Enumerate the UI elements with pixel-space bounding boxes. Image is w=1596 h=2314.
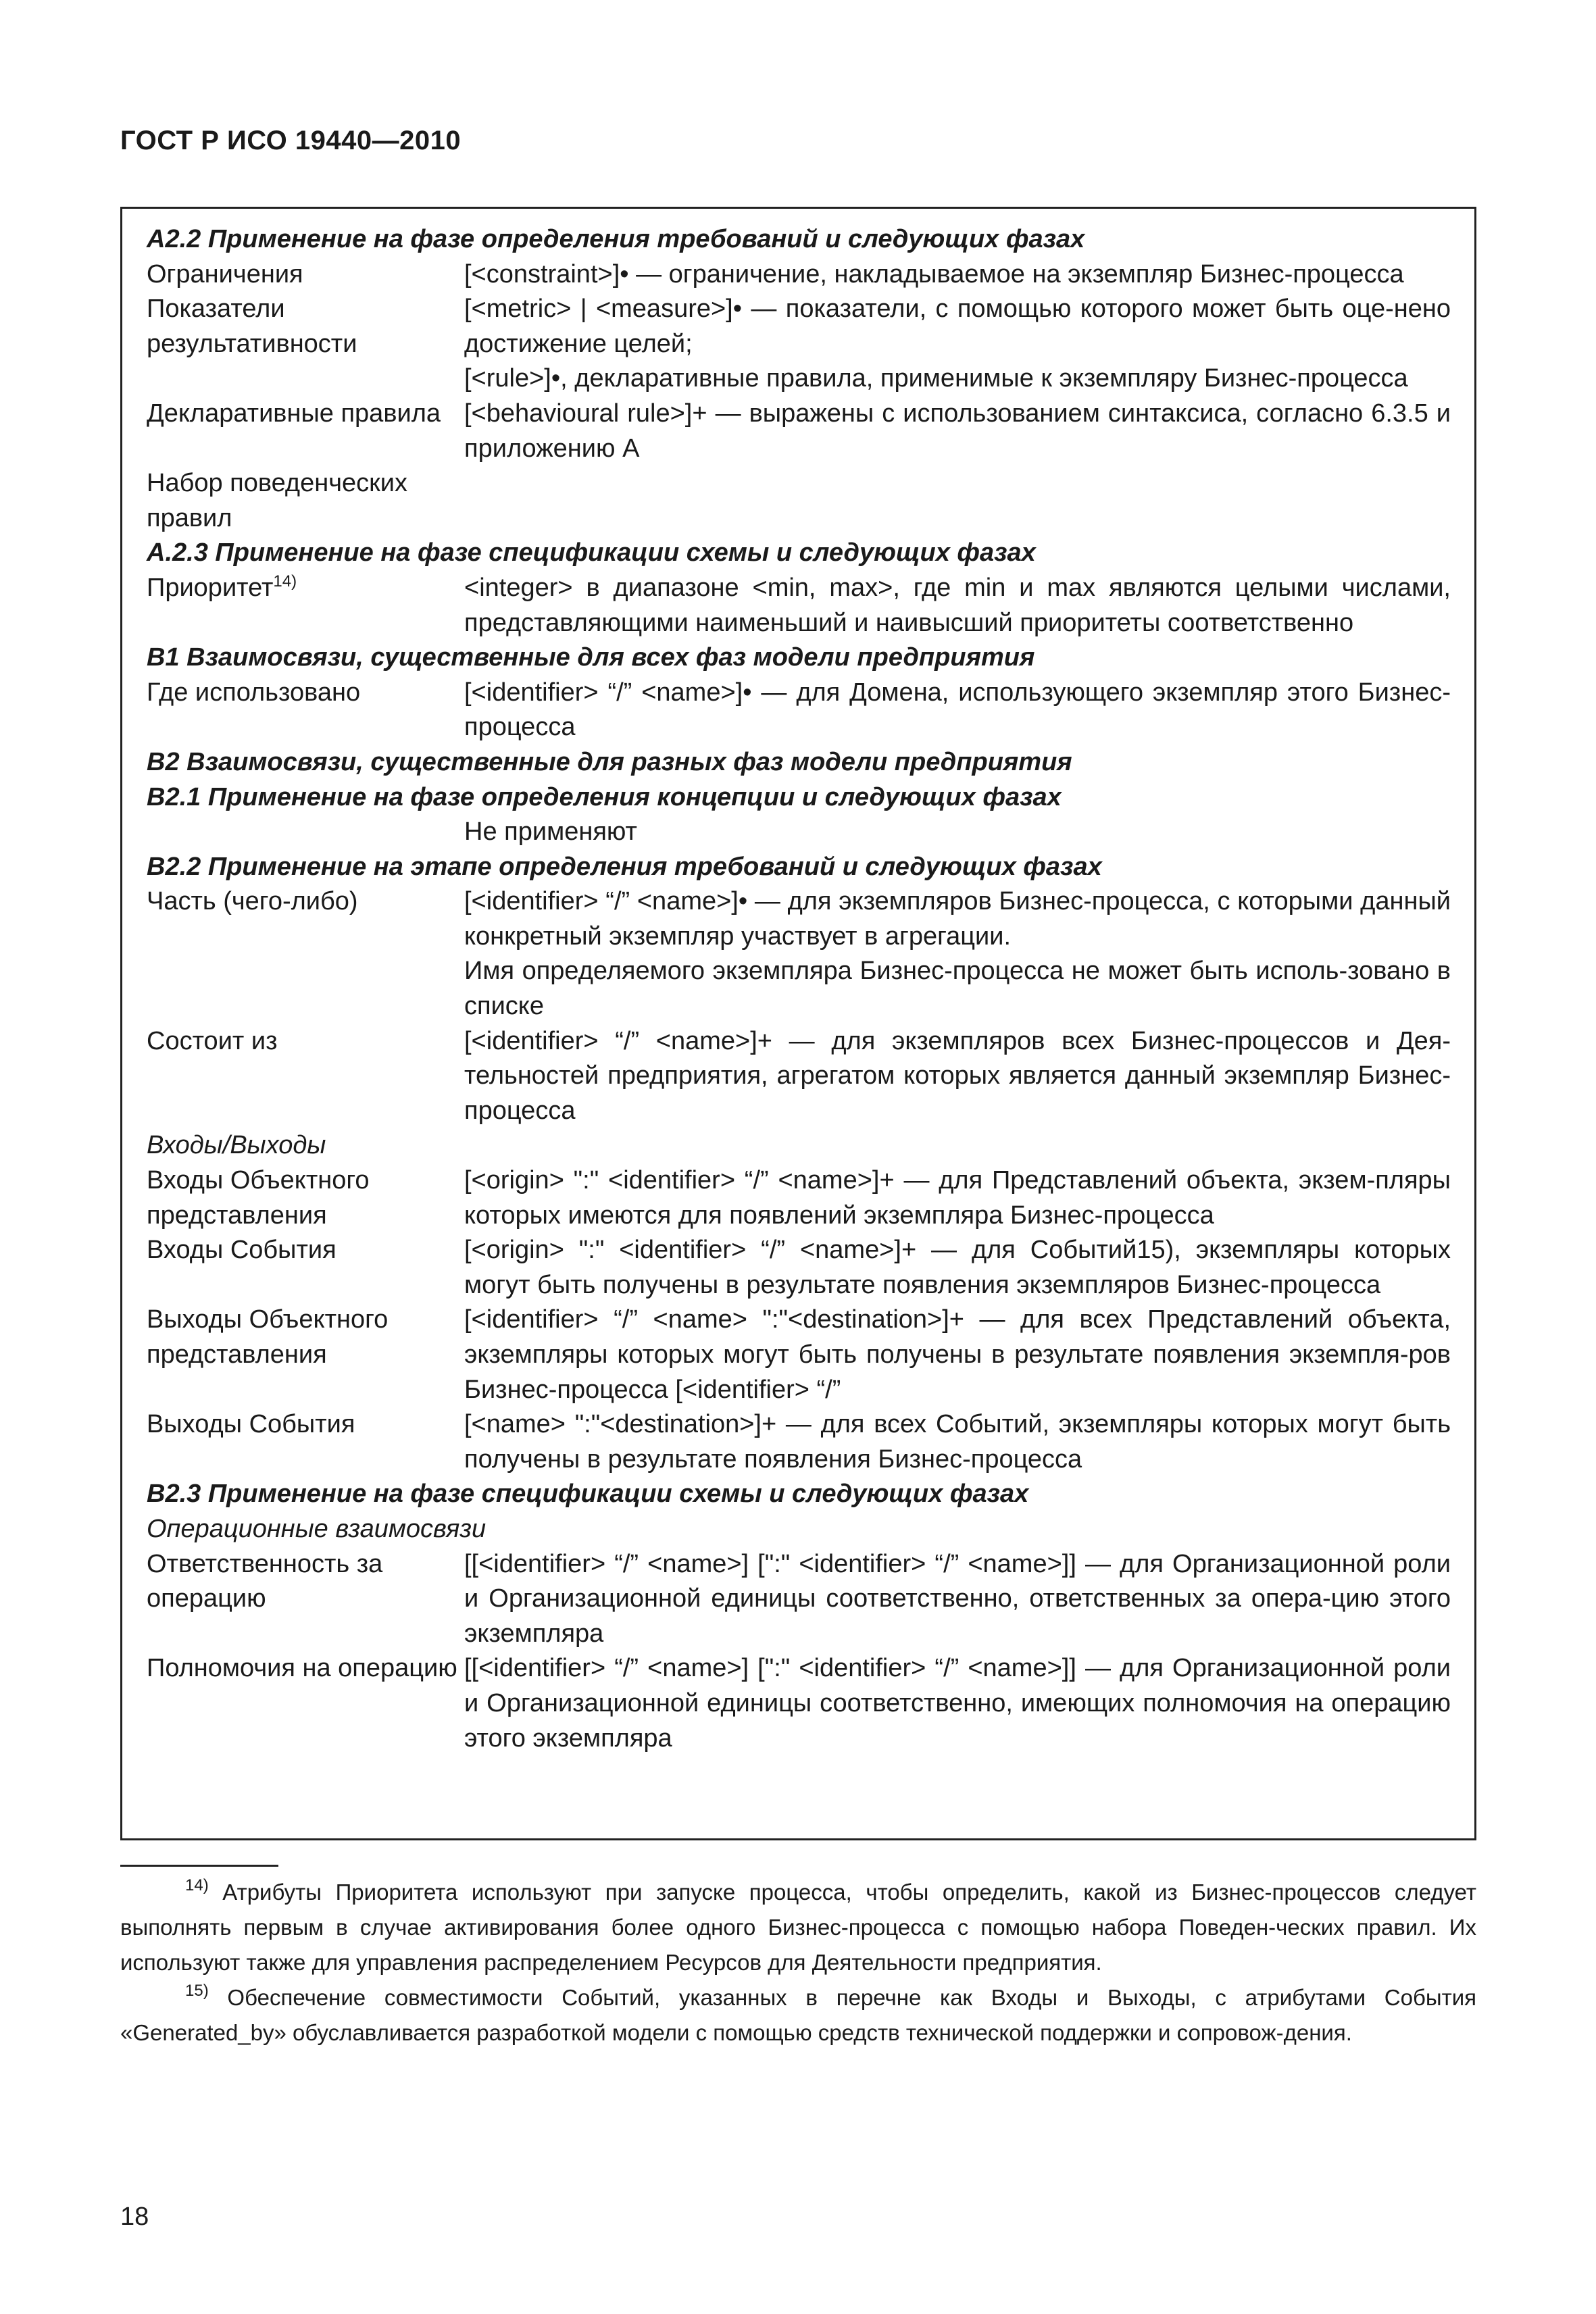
attribute-label: Показатели результативности [147, 295, 357, 358]
attribute-description [464, 1651, 1451, 1756]
section-heading: В2 Взаимосвязи, существенные для разных фаз модели предприятия [147, 747, 1072, 776]
attribute-label: Выходы Объектного представления [147, 1305, 389, 1369]
attribute-description [464, 397, 1451, 466]
attribute-row [147, 397, 1451, 466]
attribute-row [147, 815, 1451, 850]
attribute-description [464, 1163, 1451, 1233]
attribute-label: Входы События [147, 1236, 336, 1265]
description-paragraph: [<identifier> “/” <name> ":"<destination>]+ — для всех Представлений объекта, экземпляры которых могут быть получены в результате появления экземпля-ров Бизнес-процесса [<identifier> “/” [464, 1305, 1451, 1404]
description-paragraph: [<metric> | <measure>]• — показатели, с помощью которого может быть оце-нено достижение целей; [464, 295, 1451, 358]
section-heading: А.2.3 Применение на фазе спецификации схемы и следующих фазах [147, 538, 1036, 568]
attribute-label: Ограничения [147, 259, 303, 288]
section-heading: В2.2 Применение на этапе определения требований и следующих фазах [147, 852, 1102, 881]
document-header: ГОСТ Р ИСО 19440—2010 [120, 126, 462, 155]
section-heading: А2.2 Применение на фазе определения требований и следующих фазах [147, 225, 1085, 253]
page-number: 18 [120, 2203, 149, 2231]
attribute-label: Выходы События [147, 1410, 355, 1439]
attribute-description [464, 1233, 1451, 1303]
attribute-label: Часть (чего-либо) [147, 887, 358, 916]
attribute-table-frame [120, 207, 1476, 1840]
footnote-item: $^{15)}$ Обеспечение совместимости Событий, указанных в перечне как Входы и Выходы, с атрибутами События «Generated_by» обуславливается разработкой модели с помощью средств технической поддержки и сопровож-дения. [120, 1982, 1476, 2045]
attribute-row [147, 466, 1451, 536]
attribute-description [464, 884, 1451, 1024]
description-paragraph: [<rule>]•, декларативные правила, применимые к экземпляру Бизнес-процесса [464, 364, 1408, 393]
attribute-row [147, 571, 1451, 640]
attribute-row [147, 1547, 1451, 1652]
attribute-label: Состоит из [147, 1026, 278, 1055]
attribute-description [464, 676, 1451, 745]
description-paragraph: [[<identifier> “/” <name>] [":" <identifier> “/” <name>]] — для Организационной роли и Организационной единицы соответственно, имеющих полномочия на операцию этого экземпляра [464, 1654, 1451, 1753]
attribute-table-content [147, 222, 1451, 1756]
attribute-label: Входы Объектного представления [147, 1166, 370, 1230]
attribute-description [464, 292, 1451, 397]
footnote-item: $^{14)}$ Атрибуты Приоритета используют при запуске процесса, чтобы определить, какой из Бизнес-процессов следует выполнять первым в случае активирования более одного Бизнес-процесса с помощью набора Поведен-ческих правил. Их используют также для управления распределением Ресурсов для Деятельности предприятия. [120, 1876, 1476, 1975]
description-paragraph: [<identifier> “/” <name>]• — для Домена, использующего экземпляр этого Бизнес-процесса [464, 678, 1451, 742]
attribute-row [147, 1024, 1451, 1129]
attribute-row [147, 292, 1451, 397]
section-heading: В2.3 Применение на фазе спецификации схемы и следующих фазах [147, 1480, 1029, 1509]
subsection-heading: Входы/Выходы [147, 1131, 326, 1160]
footnote-mark: 14) [185, 1876, 209, 1894]
attribute-description [464, 257, 1451, 293]
attribute-description [464, 571, 1451, 640]
section-heading: В2.1 Применение на фазе определения концепции и следующих фазах [147, 782, 1062, 811]
description-paragraph: <integer> в диапазоне <min, max>, где min и max являются целыми числами, представляющими наименьший и наивысший приоритеты соответственно [464, 573, 1451, 637]
footnote-ref: 14) [273, 572, 297, 590]
description-paragraph: [<identifier> “/” <name>]• — для экземпляров Бизнес-процесса, с которыми данный конкретный экземпляр участвует в агрегации. [464, 887, 1451, 951]
attribute-label: Где использовано [147, 678, 361, 707]
description-paragraph: Имя определяемого экземпляра Бизнес-процесса не может быть исполь-зовано в списке [464, 957, 1451, 1021]
section-heading: В1 Взаимосвязи, существенные для всех фаз модели предприятия [147, 643, 1035, 672]
footnotes [120, 1875, 1476, 2051]
attribute-row [147, 1303, 1451, 1407]
description-paragraph: Не применяют [464, 818, 637, 847]
attribute-description [464, 815, 1451, 850]
description-paragraph: [<identifier> “/” <name>]+ — для экземпляров всех Бизнес-процессов и Дея-тельностей предприятия, агрегатом которых является данный экземпляр Бизнес-процесса [464, 1026, 1451, 1125]
attribute-description [464, 1303, 1451, 1407]
description-paragraph: [<constraint>]• — ограничение, накладываемое на экземпляр Бизнес-процесса [464, 259, 1404, 288]
description-paragraph: [<behavioural rule>]+ — выражены с использованием синтаксиса, согласно 6.3.5 и приложению А [464, 399, 1451, 463]
attribute-row [147, 884, 1451, 1024]
attribute-row [147, 676, 1451, 745]
attribute-description [464, 466, 1451, 536]
attribute-label: Ответственность за операцию [147, 1549, 383, 1613]
subsection-heading: Операционные взаимосвязи [147, 1514, 487, 1543]
attribute-row [147, 1407, 1451, 1477]
footnote-mark: 15) [185, 1982, 209, 2000]
attribute-label [147, 815, 464, 850]
attribute-row [147, 1651, 1451, 1756]
description-paragraph: [<origin> ":" <identifier> “/” <name>]+ — для Представлений объекта, экзем-пляры которых имеются для появлений экземпляра Бизнес-процесса [464, 1166, 1451, 1230]
attribute-description [464, 1547, 1451, 1652]
attribute-row [147, 1233, 1451, 1303]
attribute-row [147, 1163, 1451, 1233]
attribute-description [464, 1024, 1451, 1129]
attribute-row [147, 257, 1451, 293]
description-paragraph: [<origin> ":" <identifier> “/” <name>]+ — для Событий15), экземпляры которых могут быть получены в результате появления экземпляров Бизнес-процесса [464, 1236, 1451, 1299]
description-paragraph: [<name> ":"<destination>]+ — для всех Событий, экземпляры которых могут быть получены в результате появления Бизнес-процесса [464, 1410, 1451, 1474]
attribute-label: Декларативные правила [147, 399, 441, 428]
attribute-description [464, 1407, 1451, 1477]
footnote-separator [120, 1865, 278, 1867]
attribute-label: Приоритет$^{14)}$ [147, 572, 297, 602]
attribute-label: Полномочия на операцию [147, 1654, 457, 1683]
attribute-label: Набор поведенческих правил [147, 469, 408, 532]
description-paragraph: [[<identifier> “/” <name>] [":" <identifier> “/” <name>]] — для Организационной роли и Организационной единицы соответственно, ответственных за опера-цию этого экземпляра [464, 1549, 1451, 1648]
